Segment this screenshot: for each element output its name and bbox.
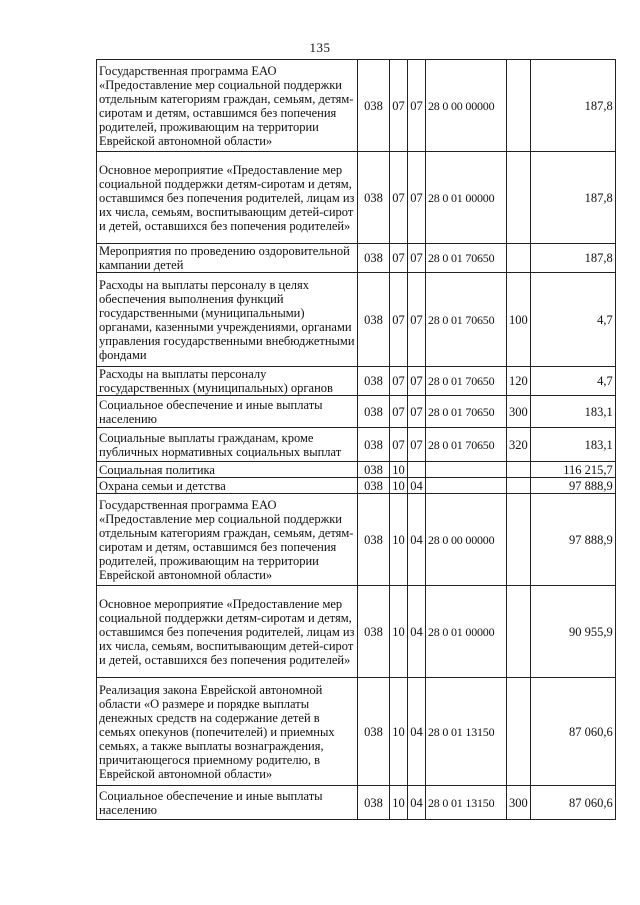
admin-code-cell: 038 (358, 60, 390, 152)
table-row (97, 586, 616, 678)
expense-type-code-cell: 300 (507, 396, 531, 428)
amount-cell: 4,7 (530, 273, 615, 367)
section-code-cell: 10 (390, 786, 408, 820)
amount-cell: 187,8 (530, 244, 615, 273)
row-name-cell: Социальное обеспечение и иные выплаты населению (97, 396, 358, 428)
row-name-cell: Расходы на выплаты персоналу в целях обеспечения выполнения функций государственными (муниципальными) органами, казенными учреждениями, органами управления государственными внебюджетными фондами (97, 273, 358, 367)
target-article-code-cell: 28 0 01 70650 (426, 428, 507, 462)
admin-code-cell: 038 (358, 152, 390, 244)
row-name-cell: Социальное обеспечение и иные выплаты населению (97, 786, 358, 820)
admin-code-cell: 038 (358, 786, 390, 820)
section-code-cell: 07 (390, 60, 408, 152)
table-row (97, 244, 616, 273)
admin-code-cell: 038 (358, 396, 390, 428)
subsection-code-cell (408, 462, 426, 478)
table-row (97, 494, 616, 586)
target-article-code-cell: 28 0 01 00000 (426, 152, 507, 244)
section-code-cell: 10 (390, 478, 408, 494)
table-row (97, 273, 616, 367)
expense-type-code-cell (507, 586, 531, 678)
amount-cell: 97 888,9 (530, 478, 615, 494)
target-article-code-cell: 28 0 00 00000 (426, 494, 507, 586)
expense-type-code-cell: 320 (507, 428, 531, 462)
target-article-code-cell: 28 0 01 70650 (426, 273, 507, 367)
expense-type-code-cell: 100 (507, 273, 531, 367)
admin-code-cell: 038 (358, 478, 390, 494)
table-row (97, 152, 616, 244)
admin-code-cell: 038 (358, 428, 390, 462)
expense-type-code-cell (507, 478, 531, 494)
subsection-code-cell: 07 (408, 152, 426, 244)
admin-code-cell: 038 (358, 244, 390, 273)
subsection-code-cell: 04 (408, 494, 426, 586)
row-name-cell: Основное мероприятие «Предоставление мер социальной поддержки детям-сиротам и детям, оставшимся без попечения родителей, лицам из их числа, семьям, воспитывающим детей-сирот и детей, оставшихся без попечения родителей» (97, 586, 358, 678)
expense-type-code-cell: 300 (507, 786, 531, 820)
table-row (97, 60, 616, 152)
section-code-cell: 07 (390, 152, 408, 244)
amount-cell: 87 060,6 (530, 786, 615, 820)
amount-cell: 97 888,9 (530, 494, 615, 586)
target-article-code-cell: 28 0 01 70650 (426, 396, 507, 428)
table-row (97, 462, 616, 478)
row-name-cell: Социальная политика (97, 462, 358, 478)
amount-cell: 87 060,6 (530, 678, 615, 786)
section-code-cell: 10 (390, 678, 408, 786)
expense-type-code-cell (507, 152, 531, 244)
target-article-code-cell: 28 0 01 70650 (426, 244, 507, 273)
page-number: 135 (309, 40, 331, 55)
subsection-code-cell: 04 (408, 786, 426, 820)
section-code-cell: 07 (390, 428, 408, 462)
amount-cell: 183,1 (530, 396, 615, 428)
amount-cell: 187,8 (530, 60, 615, 152)
section-code-cell: 07 (390, 244, 408, 273)
row-name-cell: Охрана семьи и детства (97, 478, 358, 494)
subsection-code-cell: 07 (408, 273, 426, 367)
table-row (97, 786, 616, 820)
subsection-code-cell: 04 (408, 478, 426, 494)
table-row (97, 396, 616, 428)
section-code-cell: 07 (390, 273, 408, 367)
table-row (97, 478, 616, 494)
target-article-code-cell: 28 0 00 00000 (426, 60, 507, 152)
amount-cell: 90 955,9 (530, 586, 615, 678)
expense-type-code-cell (507, 462, 531, 478)
section-code-cell: 10 (390, 462, 408, 478)
amount-cell: 116 215,7 (530, 462, 615, 478)
amount-cell: 187,8 (530, 152, 615, 244)
expense-type-code-cell (507, 494, 531, 586)
row-name-cell: Основное мероприятие «Предоставление мер социальной поддержки детям-сиротам и детям, оставшимся без попечения родителей, лицам из их числа, семьям, воспитывающим детей-сирот и детей, оставшихся без попечения родителей» (97, 152, 358, 244)
target-article-code-cell: 28 0 01 13150 (426, 678, 507, 786)
budget-table-body (97, 60, 616, 820)
subsection-code-cell: 07 (408, 396, 426, 428)
admin-code-cell: 038 (358, 586, 390, 678)
row-name-cell: Государственная программа ЕАО «Предоставление мер социальной поддержки отдельным категориям граждан, семьям, детям-сиротам и детям, оставшимся без попечения родителей, проживающим на территории Еврейской автономной области» (97, 494, 358, 586)
expense-type-code-cell (507, 244, 531, 273)
admin-code-cell: 038 (358, 367, 390, 396)
subsection-code-cell: 04 (408, 678, 426, 786)
row-name-cell: Социальные выплаты гражданам, кроме публичных нормативных социальных выплат (97, 428, 358, 462)
admin-code-cell: 038 (358, 678, 390, 786)
section-code-cell: 07 (390, 396, 408, 428)
amount-cell: 4,7 (530, 367, 615, 396)
target-article-code-cell: 28 0 01 70650 (426, 367, 507, 396)
amount-cell: 183,1 (530, 428, 615, 462)
expense-type-code-cell (507, 60, 531, 152)
section-code-cell: 10 (390, 494, 408, 586)
subsection-code-cell: 04 (408, 586, 426, 678)
row-name-cell: Расходы на выплаты персоналу государственных (муниципальных) органов (97, 367, 358, 396)
admin-code-cell: 038 (358, 462, 390, 478)
budget-table (96, 59, 616, 820)
row-name-cell: Реализация закона Еврейской автономной области «О размере и порядке выплаты денежных средств на содержание детей в семьях опекунов (попечителей) и приемных семьях, а также выплаты вознаграждения, причитающегося приемному родителю, в Еврейской автономной области» (97, 678, 358, 786)
subsection-code-cell: 07 (408, 244, 426, 273)
expense-type-code-cell (507, 678, 531, 786)
target-article-code-cell (426, 462, 507, 478)
admin-code-cell: 038 (358, 273, 390, 367)
target-article-code-cell: 28 0 01 00000 (426, 586, 507, 678)
table-row (97, 367, 616, 396)
expense-type-code-cell: 120 (507, 367, 531, 396)
subsection-code-cell: 07 (408, 428, 426, 462)
table-row (97, 678, 616, 786)
admin-code-cell: 038 (358, 494, 390, 586)
section-code-cell: 07 (390, 367, 408, 396)
table-row (97, 428, 616, 462)
row-name-cell: Государственная программа ЕАО «Предоставление мер социальной поддержки отдельным категориям граждан, семьям, детям-сиротам и детям, оставшимся без попечения родителей, проживающим на территории Еврейской автономной области» (97, 60, 358, 152)
subsection-code-cell: 07 (408, 367, 426, 396)
row-name-cell: Мероприятия по проведению оздоровительной кампании детей (97, 244, 358, 273)
target-article-code-cell: 28 0 01 13150 (426, 786, 507, 820)
subsection-code-cell: 07 (408, 60, 426, 152)
section-code-cell: 10 (390, 586, 408, 678)
target-article-code-cell (426, 478, 507, 494)
